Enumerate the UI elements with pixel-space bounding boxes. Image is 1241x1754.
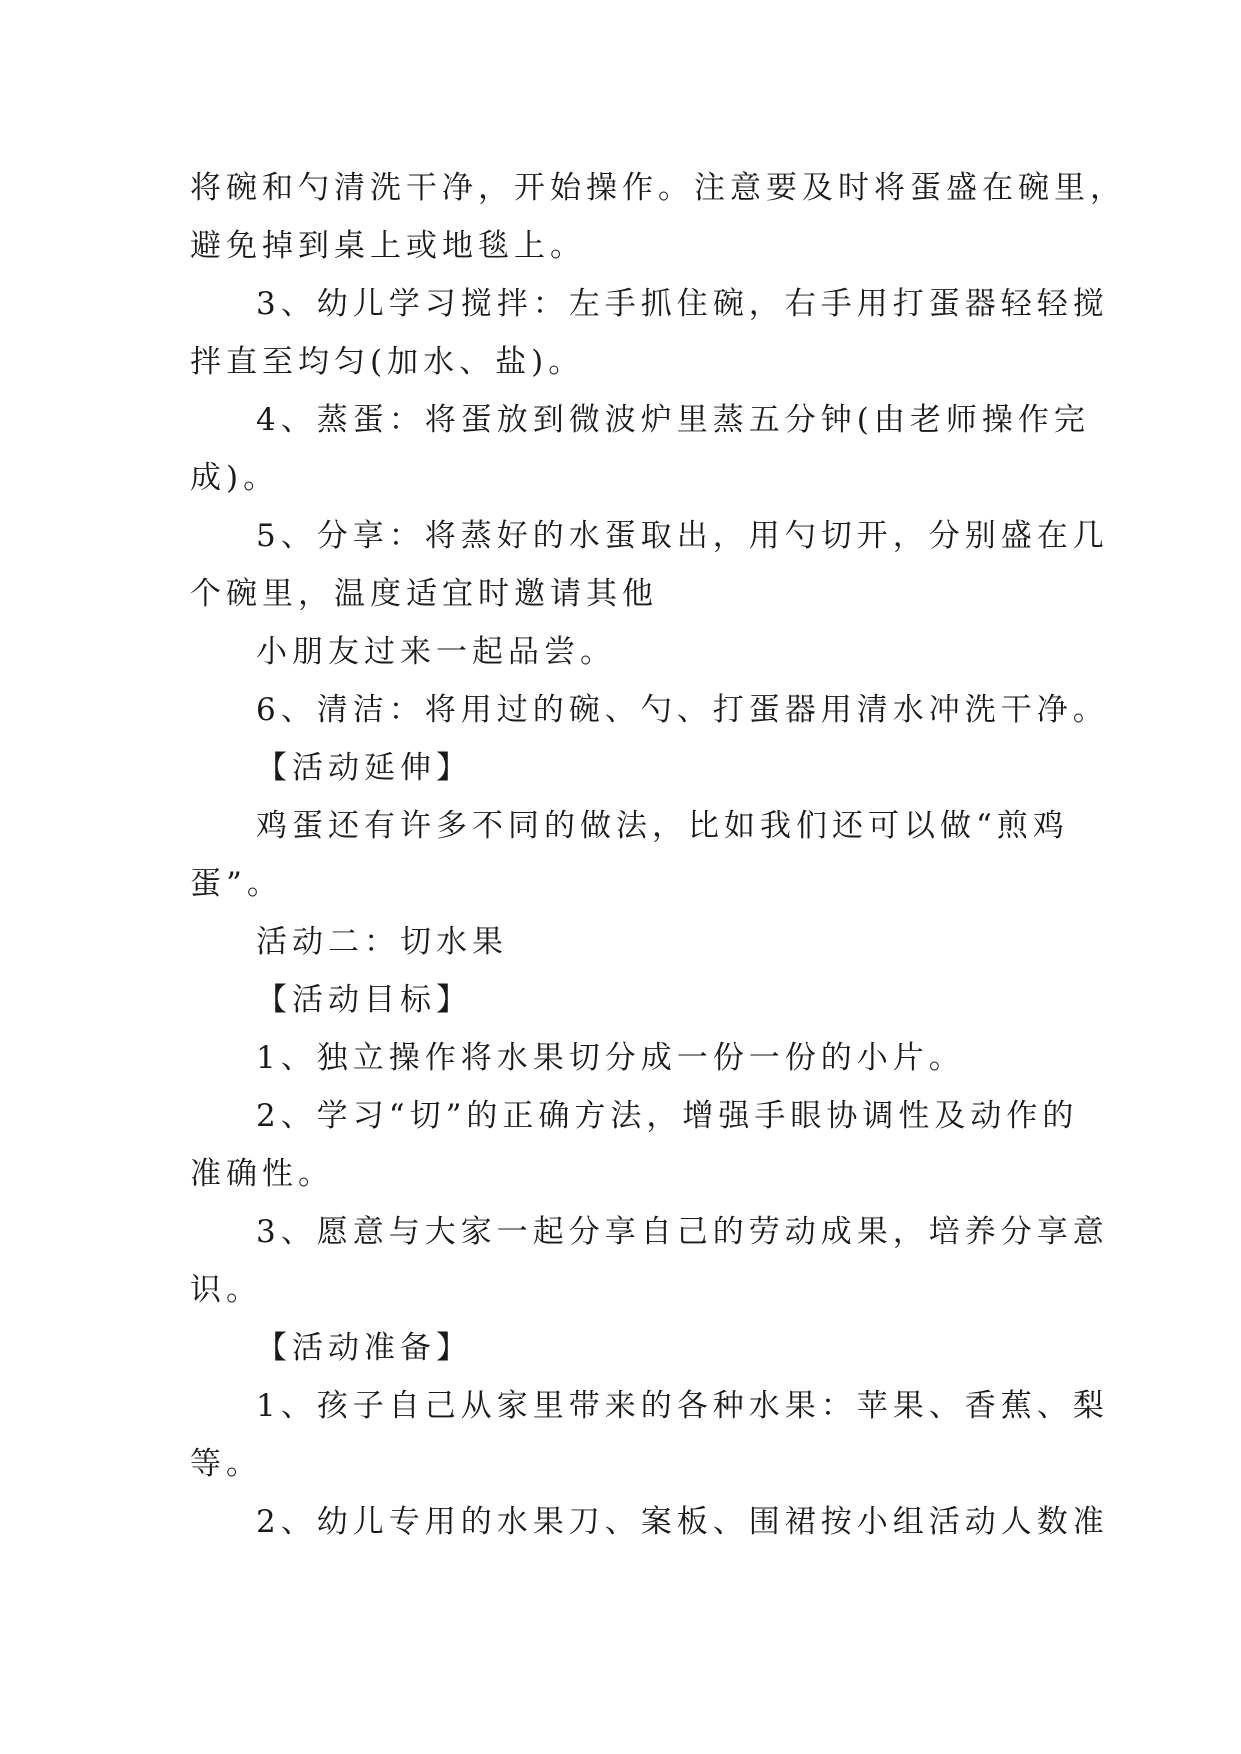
text-line: 将碗和勺清洗干净，开始操作。注意要及时将蛋盛在碗里， <box>190 170 1126 206</box>
text-line: 鸡蛋还有许多不同的做法，比如我们还可以做“煎鸡 <box>256 808 1069 844</box>
text-line: 识。 <box>190 1272 262 1308</box>
text-line: 成)。 <box>190 460 280 496</box>
section-heading: 【活动延伸】 <box>256 750 472 786</box>
activity-title: 活动二：切水果 <box>256 924 508 960</box>
text-line: 1、孩子自己从家里带来的各种水果：苹果、香蕉、梨 <box>256 1388 1109 1424</box>
text-line: 3、愿意与大家一起分享自己的劳动成果，培养分享意 <box>256 1214 1109 1250</box>
section-heading: 【活动准备】 <box>256 1330 472 1366</box>
text-line: 2、学习“切”的正确方法，增强手眼协调性及动作的 <box>256 1098 1079 1134</box>
text-line: 避免掉到桌上或地毯上。 <box>190 228 586 264</box>
text-line: 拌直至均匀(加水、盐)。 <box>190 344 585 380</box>
text-line: 1、独立操作将水果切分成一份一份的小片。 <box>256 1040 965 1076</box>
text-line: 准确性。 <box>190 1156 334 1192</box>
text-line: 小朋友过来一起品尝。 <box>256 634 616 670</box>
section-heading: 【活动目标】 <box>256 982 472 1018</box>
text-line: 等。 <box>190 1446 262 1482</box>
text-line: 个碗里，温度适宜时邀请其他 <box>190 576 658 612</box>
text-line: 2、幼儿专用的水果刀、案板、围裙按小组活动人数准 <box>256 1504 1109 1540</box>
text-line: 3、幼儿学习搅拌：左手抓住碗，右手用打蛋器轻轻搅 <box>256 286 1109 322</box>
text-line: 5、分享：将蒸好的水蛋取出，用勺切开，分别盛在几 <box>256 518 1109 554</box>
text-line: 6、清洁：将用过的碗、勺、打蛋器用清水冲洗干净。 <box>256 692 1109 728</box>
text-line: 蛋”。 <box>190 866 283 902</box>
text-line: 4、蒸蛋：将蛋放到微波炉里蒸五分钟(由老师操作完 <box>256 402 1090 438</box>
